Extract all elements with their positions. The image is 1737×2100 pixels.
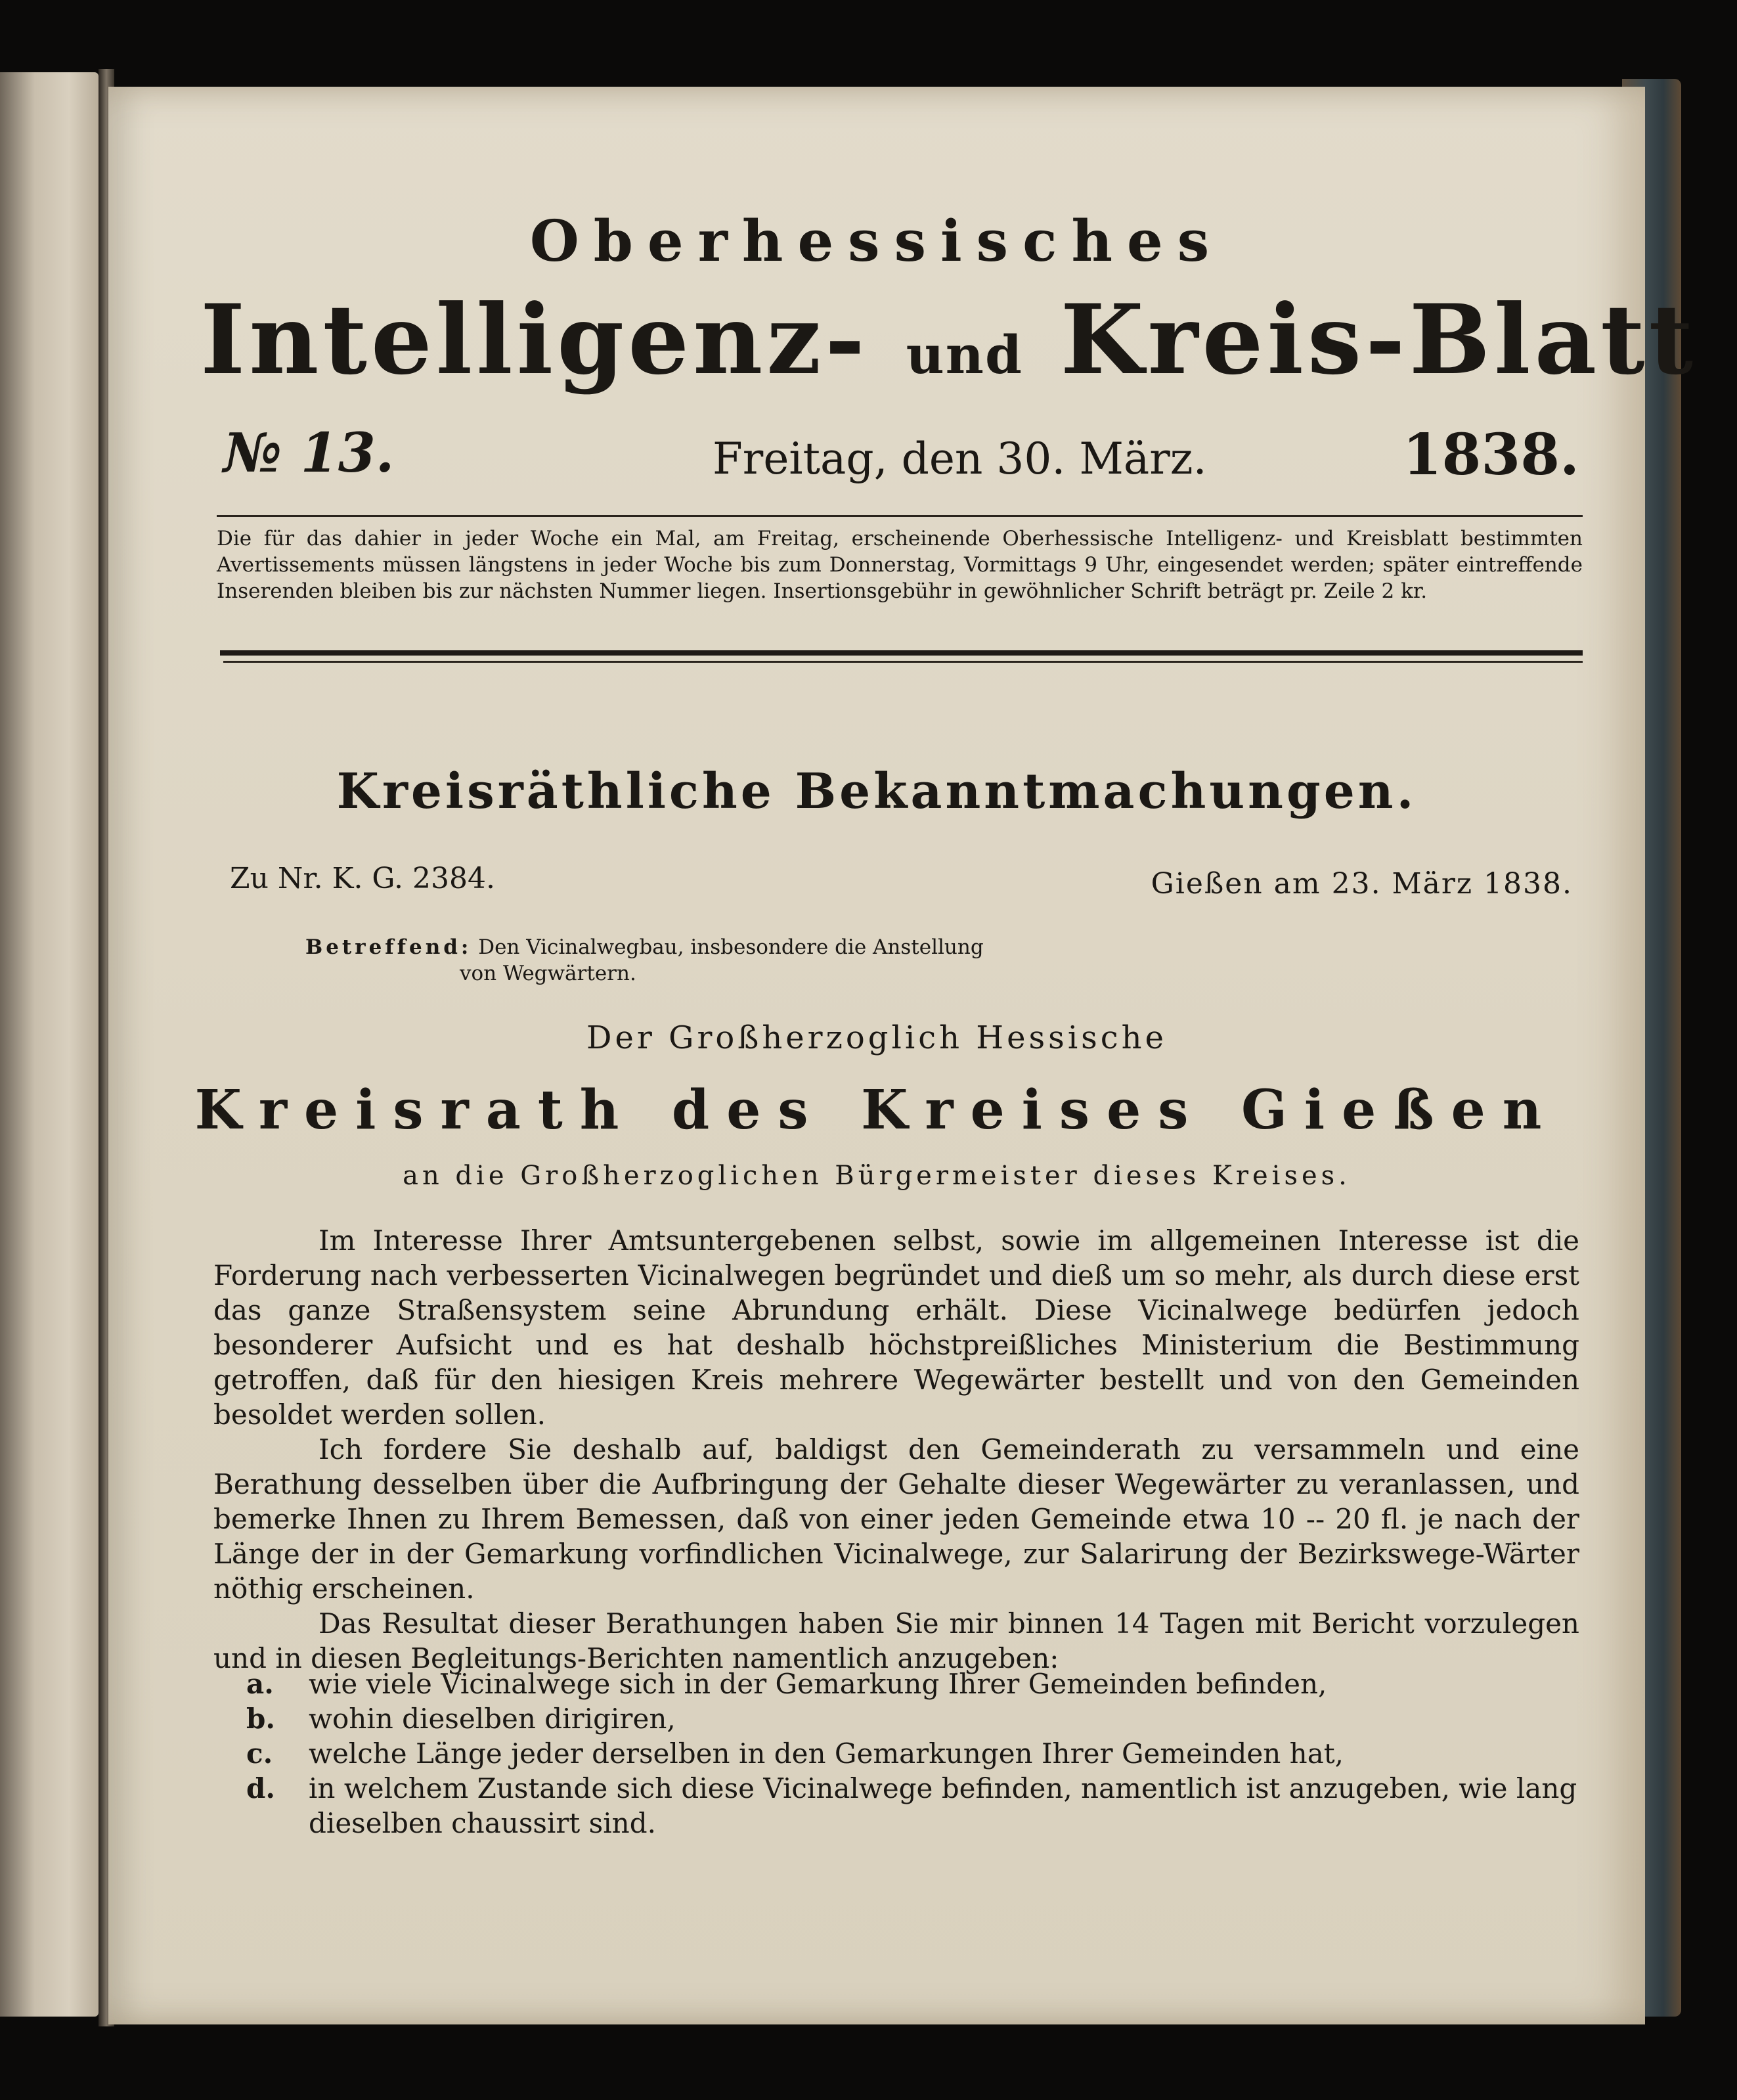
reference-number: Zu Nr. K. G. 2384. xyxy=(230,862,495,895)
masthead-title-part1: Intelligenz- xyxy=(200,284,869,396)
recipient-line: an die Großherzoglichen Bürgermeister dieses Kreises. xyxy=(403,1161,1351,1191)
section-title: Kreisräthliche Bekanntmachungen. xyxy=(336,763,1417,820)
masthead-title xyxy=(200,284,1698,396)
list-text: in welchem Zustande sich diese Vicinalwege befinden, namentlich ist anzugeben, wie lang dieselben chaussirt sind. xyxy=(309,1772,1577,1839)
newspaper-page xyxy=(108,87,1698,2024)
paragraph-2: Ich fordere Sie deshalb auf, baldigst den Gemeinderath zu versammeln und eine Berathung desselben über die Aufbringung der Gehalte dieser Wegewärter zu veranlassen, und bemerke Ihnen zu Ihrem Bemessen, daß von einer jeden Gemeinde etwa 10 -- 20 fl. je nach der Länge der in der Gemarkung vorfindlichen Vicinalwege, zur Salarirung der Bezirkswege-Wärter nöthig erscheinen. xyxy=(213,1433,1579,1605)
paragraph-3: Das Resultat dieser Berathungen haben Sie mir binnen 14 Tagen mit Bericht vorzulegen und in diesen Begleitungs-Berichten namentlich anzugeben: xyxy=(213,1607,1579,1674)
facing-page-edge xyxy=(0,72,99,2017)
paragraph-1: Im Interesse Ihrer Amtsuntergebenen selbst, sowie im allgemeinen Interesse ist die Forderung nach verbesserten Vicinalwegen begründet und dieß um so mehr, als durch diese erst das ganze Straßensystem seine Abrundung erhält. Diese Vicinalwege bedürfen jedoch besonderer Aufsicht und es hat deshalb höchstpreißliches Ministerium die Bestimmung getroffen, daß für den hiesigen Kreis mehrere Wegewärter bestellt und von den Gemeinden besoldet werden sollen. xyxy=(213,1224,1579,1431)
publication-notice: Die für das dahier in jeder Woche ein Mal, am Freitag, erscheinende Oberhessische Intelligenz- und Kreisblatt bestimmten Avertissements müssen längstens in jeder Woche bis zum Donnerstag, Vormittags 9 Uhr, eingesendet werden; später eintreffende Inserenden bleiben bis zur nächsten Nummer liegen. Insertionsgebühr in gewöhnlicher Schrift beträgt pr. Zeile 2 kr. xyxy=(217,527,1583,603)
list-text: welche Länge jeder derselben in den Gemarkungen Ihrer Gemeinden hat, xyxy=(309,1737,1344,1770)
rule-double-thin xyxy=(223,661,1583,663)
list-item xyxy=(246,1736,1579,1771)
rule-double-thick xyxy=(220,650,1583,656)
list-text: wie viele Vicinalwege sich in der Gemarkung Ihrer Gemeinden befinden, xyxy=(309,1668,1327,1700)
masthead-line1: Oberhessisches xyxy=(529,208,1224,275)
list-item xyxy=(246,1701,1579,1736)
sender-line2: Kreisrath des Kreises Gießen xyxy=(194,1079,1559,1142)
subject-block xyxy=(305,934,1093,987)
subject-label: Betreffend: xyxy=(305,935,472,959)
place-date: Gießen am 23. März 1838. xyxy=(1151,867,1573,901)
sender-line1: Der Großherzoglich Hessische xyxy=(586,1019,1167,1056)
rule-top xyxy=(217,515,1583,517)
issue-year: 1838. xyxy=(1402,422,1579,488)
subject-line2: von Wegwärtern. xyxy=(460,962,636,985)
list-marker: d. xyxy=(246,1772,275,1804)
issue-date: Freitag, den 30. März. xyxy=(713,434,1207,484)
list-marker: b. xyxy=(246,1703,275,1735)
body-text xyxy=(213,1223,1579,1676)
masthead-title-part2: Kreis-Blatt xyxy=(1060,284,1698,396)
list-marker: c. xyxy=(246,1737,273,1770)
list-text: wohin dieselben dirigiren, xyxy=(309,1703,676,1735)
question-list xyxy=(246,1666,1579,1841)
subject-line1: Den Vicinalwegbau, insbesondere die Anstellung xyxy=(478,935,984,959)
list-item xyxy=(246,1666,1579,1701)
masthead-title-und: und xyxy=(906,324,1023,386)
list-item xyxy=(246,1771,1579,1841)
issue-line xyxy=(223,422,1579,494)
issue-number: № 13. xyxy=(223,422,395,485)
list-marker: a. xyxy=(246,1668,274,1700)
